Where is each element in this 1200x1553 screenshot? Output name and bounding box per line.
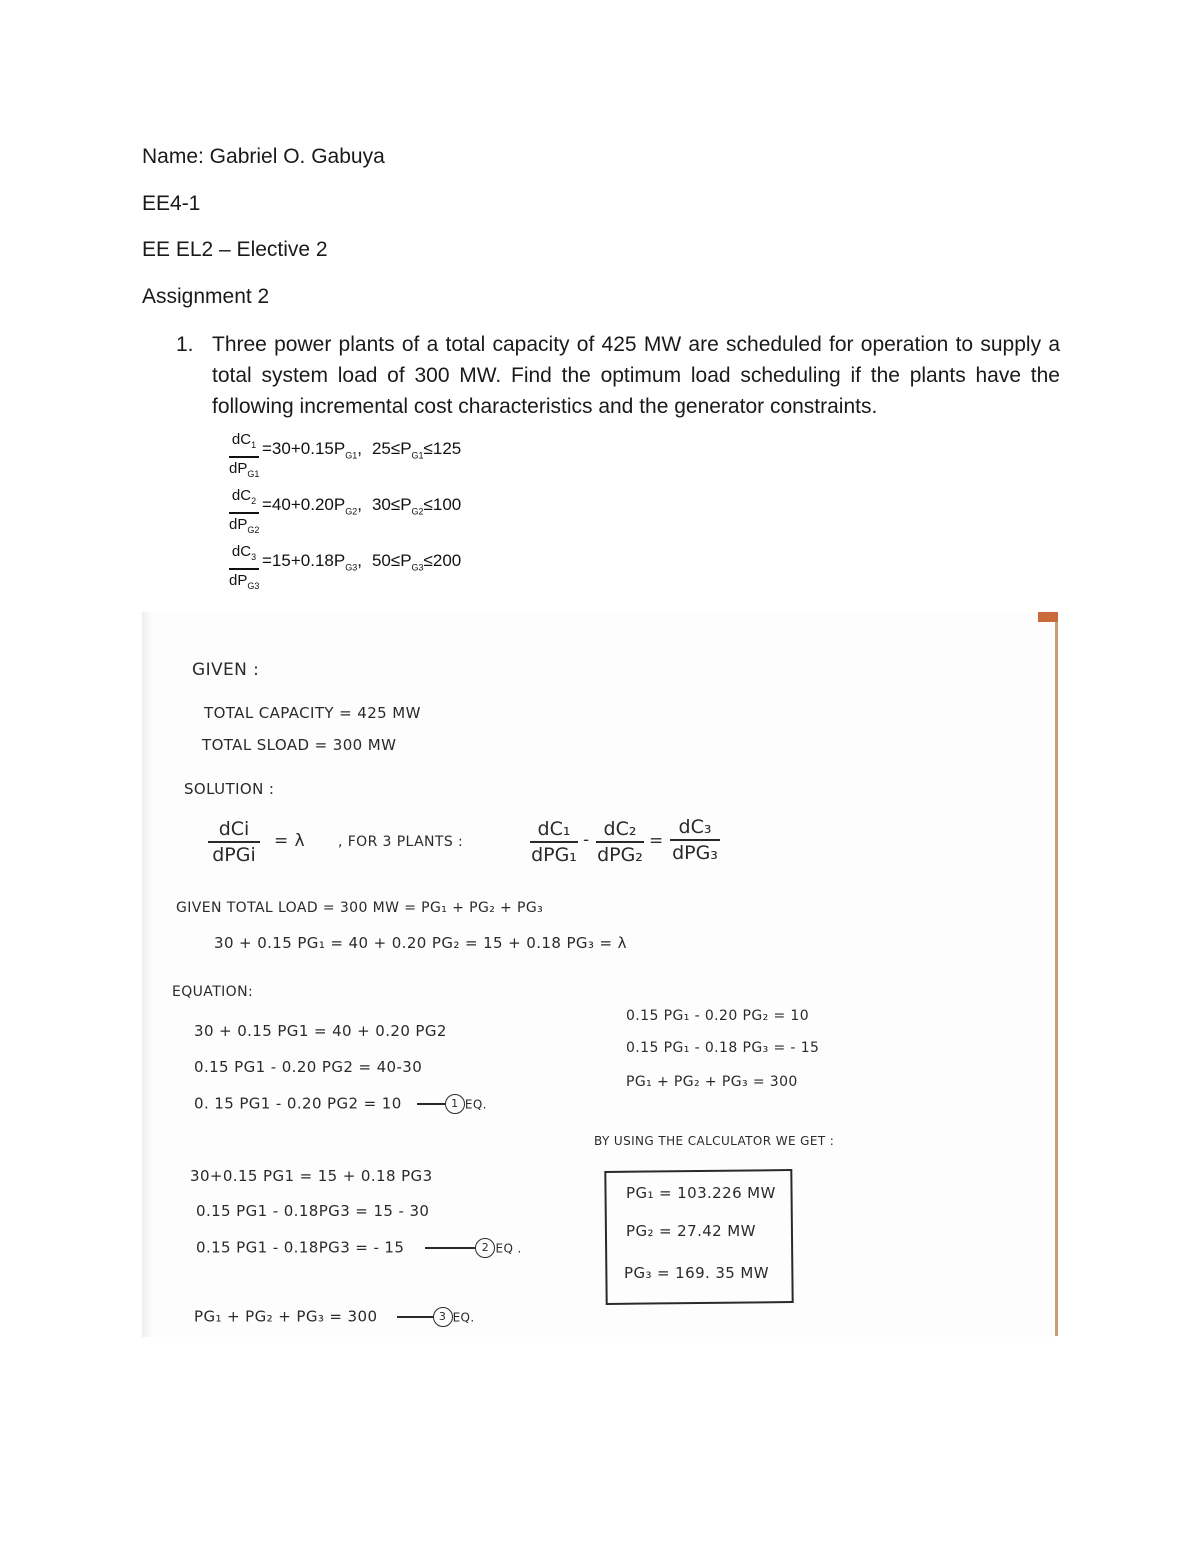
eq1-circle: 1 [445, 1094, 465, 1114]
total-load: TOTAL SLOAD = 300 MW [202, 736, 397, 754]
section-code: EE4-1 [142, 192, 201, 215]
assignment-title: Assignment 2 [142, 285, 270, 308]
handwritten-solution-scan [142, 612, 1058, 1337]
answer-pg2: PG₂ = 27.42 MW [626, 1222, 756, 1240]
given-label: GIVEN : [192, 660, 260, 680]
eq1-line1: 30 + 0.15 PG1 = 40 + 0.20 PG2 [194, 1022, 447, 1040]
plant3-fraction: dC₃ dPG₃ [670, 816, 720, 864]
course-title: EE EL2 – Elective 2 [142, 238, 328, 261]
answer-pg3: PG₃ = 169. 35 MW [624, 1264, 769, 1282]
system-line3: PG₁ + PG₂ + PG₃ = 300 [626, 1074, 798, 1090]
student-name: Name: Gabriel O. Gabuya [142, 145, 385, 168]
eq2-line2: 0.15 PG1 - 0.18PG3 = 15 - 30 [196, 1202, 430, 1220]
calculator-note: BY USING THE CALCULATOR WE GET : [594, 1134, 835, 1148]
for-three-plants: , FOR 3 PLANTS : [338, 834, 464, 850]
eq3-circle: 3 [433, 1307, 453, 1327]
eq2-line3: 0.15 PG1 - 0.18PG3 = - 15 2 EQ . [196, 1238, 522, 1257]
system-line1: 0.15 PG₁ - 0.20 PG₂ = 10 [626, 1008, 810, 1024]
equation-fraction: $dC_3$ $dP_{G3}$ [229, 543, 260, 591]
system-line2: 0.15 PG₁ - 0.18 PG₃ = - 15 [626, 1040, 820, 1056]
eq2-line1: 30+0.15 PG1 = 15 + 0.18 PG3 [190, 1167, 433, 1185]
lambda-equality: 30 + 0.15 PG₁ = 40 + 0.20 PG₂ = 15 + 0.18 PG₃ = λ [214, 934, 627, 952]
given-total-load: GIVEN TOTAL LOAD = 300 MW = PG₁ + PG₂ + PG₃ [176, 900, 544, 916]
eq1-line2: 0.15 PG1 - 0.20 PG2 = 40-30 [194, 1058, 423, 1076]
equation-fraction: $dC_1$ $dP_{G1}$ [229, 431, 260, 479]
equation-fraction: $dC_2$ $dP_{G2}$ [229, 487, 260, 535]
eq3-line: PG₁ + PG₂ + PG₃ = 300 3 EQ. [194, 1307, 475, 1326]
problem-number: 1. [176, 333, 194, 356]
minus-sign: - [583, 830, 590, 850]
problem-text: Three power plants of a total capacity of 425 MW are scheduled for operation to supply a total system load of 300 MW. Find the optimum load scheduling if the plants have the following incremental cost characteristics and the generator constraints. [212, 333, 1060, 418]
lambda-equals: = λ [274, 831, 305, 851]
eq1-line3: 0. 15 PG1 - 0.20 PG2 = 10 1 EQ. [194, 1094, 487, 1113]
answer-pg1: PG₁ = 103.226 MW [626, 1184, 776, 1202]
lambda-fraction: dCi dPGi [208, 818, 260, 866]
plant1-fraction: dC₁ dPG₁ [531, 818, 577, 866]
equation-label: EQUATION: [172, 984, 254, 1000]
eq2-circle: 2 [475, 1238, 495, 1258]
plant2-fraction: dC₂ dPG₂ [597, 818, 643, 866]
solution-label: SOLUTION : [184, 780, 275, 798]
document-page: Name: Gabriel O. Gabuya EE4-1 EE EL2 – Elective 2 Assignment 2 1. Three power plants of a total capacity of 425 MW are scheduled for operation to supply a total system load of 300 MW. Find the optimum load scheduling if the plants have the following incremental cost characteristics and the generator constraints. $dC_1$ $dP_{G1}$ $=30+0.15P_{G1}$, $25\le P_{G1}\le 125$ $dC_2$ $dP_{G2}$ $=40+0.20P_{G2}$, $30\le P_{G2}\le 100$ $dC_3$ $dP_{G3}$ $=15+0.18P_{G3}$, $50\le P_{G3}\le 200$ GIVEN : TOTAL CAPACITY = 425 MW TOTAL SLOAD = 300 MW SOLUTION : dCi dPGi = λ , FOR 3 PLANTS : dC₁ dPG₁ - dC₂ dPG₂ = dC₃ dPG₃ GIVEN TOTAL LOAD = 300 MW = PG₁ + PG₂ + PG₃ 30 + 0.15 PG₁ = 40 + 0.20 PG₂ = 15 + 0.18 PG₃ = λ EQUATION: 30 + 0.15 PG1 = 40 + 0.20 PG2 0.15 PG1 - 0.20 PG2 = 40-30 0. 15 PG1 - 0.20 PG2 = 10 1 EQ. 30+0.15 PG1 = 15 + 0.18 PG3 0.15 PG1 - 0.18PG3 = 15 - 30 0.15 PG1 - 0.18PG3 = - 15 2 EQ . PG₁ + PG₂ + PG₃ = 300 3 EQ. 0.15 PG₁ - 0.20 PG₂ = 10 0.15 PG₁ - 0.18 PG₃ = - 15 PG₁ + PG₂ + PG₃ = 300 BY USING THE CALCULATOR WE GET : PG₁ = 103.226 MW PG₂ = 27.42 MW PG₃ = 169. 35 MW [0, 0, 1200, 1553]
total-capacity: TOTAL CAPACITY = 425 MW [204, 704, 421, 722]
equals-sign: = [649, 831, 664, 851]
